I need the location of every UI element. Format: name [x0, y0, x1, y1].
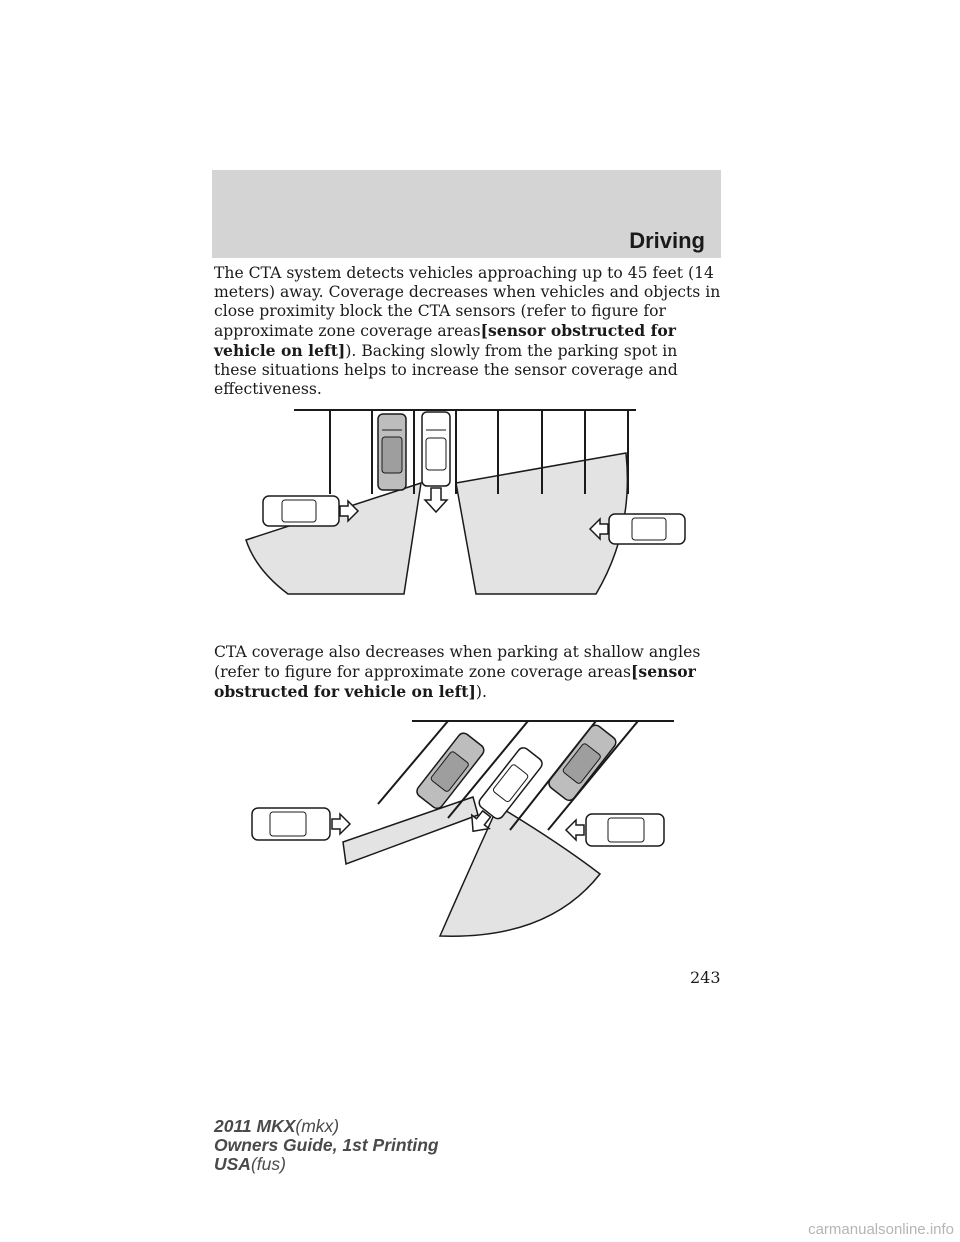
footer-doc-info [214, 1117, 439, 1174]
approaching-car-right [566, 814, 664, 846]
paragraph-shallow-angle: CTA coverage also decreases when parking at shallow angles (refer to figure for approximate zone coverage areas[sensor obstructed for vehicle on left]). [214, 643, 701, 701]
footer-model-code: (mkx) [295, 1116, 340, 1136]
bold-note: [sensor obstructed for vehicle on left] [214, 662, 696, 701]
figure-perpendicular-parking [236, 400, 696, 600]
approaching-car-left [252, 808, 350, 840]
footer-model: 2011 MKX [214, 1116, 296, 1136]
arrow-left-icon [566, 820, 584, 840]
bold-note: [sensor obstructed for vehicle on left] [214, 321, 676, 360]
section-title: Driving [629, 228, 705, 253]
figure-angled-parking [248, 712, 678, 952]
own-vehicle-backing [422, 412, 450, 512]
parked-car-obstructing [378, 414, 406, 490]
footer-market-code: (fus) [250, 1154, 286, 1174]
footer-guide: Owners Guide, 1st Printing [214, 1135, 439, 1155]
footer-market: USA [214, 1154, 251, 1174]
parked-car-right [547, 723, 619, 803]
arrow-backing-icon [425, 488, 447, 512]
page-number: 243 [690, 968, 721, 987]
paragraph-cta-range: The CTA system detects vehicles approaching up to 45 feet (14 meters) away. Coverage decreases when vehicles and objects in close proximity block the CTA sensors (refer to figure for approximate zone coverage areas[sensor obstructed for vehicle on left]). Backing slowly from the parking spot in these situations helps to increase the sensor coverage and effectiveness. [214, 264, 721, 398]
watermark: carmanualsonline.info [808, 1221, 954, 1238]
arrow-right-icon [332, 814, 350, 834]
parked-car-obstructing [415, 731, 487, 811]
header-band [212, 170, 721, 258]
